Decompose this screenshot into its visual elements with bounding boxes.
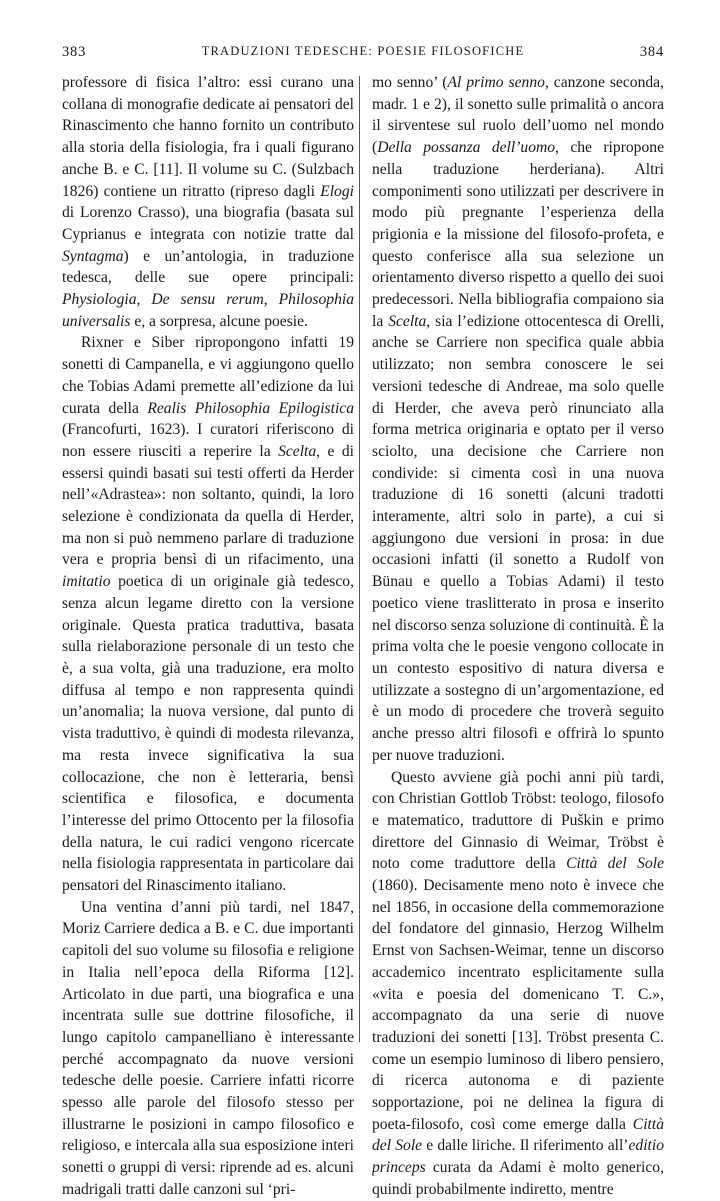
paragraph: professore di fisica l’altro: essi curano una collana di monografie dedicate ai pensatori del Rinascimento che hanno fornito un contributo alla storia della fisiologia, fra i quali figurano anche B. e C. [11]. Il volume su C. (Sulzbach 1826) contiene un ritratto (ripreso dagli Elogi di Lorenzo Crasso), una biografia (basata sul Cyprianus e integrata con notizie tratte dal Syntagma) e un’antologia, in traduzione tedesca, delle sue opere principali: Physiologia, De sensu rerum, Philosophia universalis e, a sorpresa, alcune poesie.	[62, 74, 354, 330]
running-title: TRADUZIONI TEDESCHE: POESIE FILOSOFICHE	[201, 44, 525, 58]
left-column	[62, 72, 354, 1201]
right-column	[372, 72, 664, 1201]
paragraph: Questo avviene già pochi anni più tardi, con Christian Gottlob Tröbst: teologo, filosofo e matematico, traduttore di Puškin e primo direttore del Ginnasio di Weimar, Tröbst è noto come traduttore della Città del Sole (1860). Decisamente meno noto è invece che nel 1856, in occasione della commemorazione del fondatore del ginnasio, Herzog Wilhelm Ernst von Sachsen-Weimar, tenne un discorso accademico incentrato esplicitamente sulla «vita e poesia del domenicano T. C.», accompagnato da una serie di nuove traduzioni dei sonetti [13]. Tröbst presenta C. come un esempio luminoso di libero pensiero, di ricerca autonoma e di paziente sopportazione, poi ne delinea la figura di poeta-filosofo, così come emerge dalla Città del Sole e dalle liriche. Il riferimento all’editio princeps curata da Adami è molto generico, quindi probabilmente indiretto, mentre	[372, 768, 664, 1198]
paragraph: Una ventina d’anni più tardi, nel 1847, Moriz Carriere dedica a B. e C. due importanti capitoli del suo volume su filosofia e religione in Italia nell’epoca della Riforma [12]. Articolato in due parti, una biografica e una incentrata sulle sue dottrine filosofiche, il lungo capitolo campanelliano è interessante perché accompagnato da nuove versioni tedesche delle poesie. Carriere infatti ricorre spesso alle parole del filosofo stesso per illustrarne le posizioni in campo filosofico e religioso, e intercala alla sua esposizione interi sonetti o gruppi di versi: riprende ad es. alcuni madrigali tratti dalle canzoni sul ‘pri-	[62, 898, 354, 1198]
page-number-right: 384	[639, 44, 664, 60]
paragraph: Rixner e Siber ripropongono infatti 19 sonetti di Campanella, e vi aggiungono quello che Tobias Adami premette all’edizione da lui curata della Realis Philosophia Epilogistica (Francofurti, 1623). I curatori riferiscono di non essere riusciti a reperire la Scelta, e di essersi quindi basati sui testi offerti da Herder nell’«Adrastea»: non soltanto, quindi, la loro selezione è condizionata da quella di Herder, ma non si può nemmeno parlare di traduzione vera e propria bensì di un rifacimento, una imitatio poetica di un originale già tedesco, senza alcun legame diretto con la versione originale. Questa pratica traduttiva, basata sulla rielaborazione personale di un testo che è, a sua volta, già una traduzione, era molto diffusa al tempo e non rappresenta quindi un’anomalia; la nuova versione, dal punto di vista traduttivo, è quindi di modesta rilevanza, ma resta invece significativa la sua collocazione, che non è letteraria, bensì scientifica e filosofica, e documenta l’interesse del primo Ottocento per la filosofia della natura, le cui radici vengono ricercate nella fisiologia rappresentata in particolare dai pensatori del Rinascimento italiano.	[62, 334, 354, 895]
page-number-left: 383	[62, 44, 87, 60]
running-header	[62, 44, 664, 64]
column-divider	[359, 76, 360, 1042]
paragraph: mo senno’ (Al primo senno, canzone seconda, madr. 1 e 2), il sonetto sulle primalità o ancora il sirventese sul ruolo dell’uomo nel mondo (Della possanza dell’uomo, che ripropone nella traduzione herderiana). Altri componimenti sono utilizzati per descrivere in modo più pregnante l’esperienza della prigionia e la missione del filosofo-profeta, e questo conferisce alla sua selezione un orientamento diverso rispetto a quello dei suoi predecessori. Nella bibliografia compaiono sia la Scelta, sia l’edizione ottocentesca di Orelli, anche se Carriere non specifica quale abbia utilizzato; non sembra conoscere le sei versioni tedesche di Andreae, ma solo quelle di Herder, che aveva però rinunciato alla forma metrica originaria e optato per il verso sciolto, una decisione che Carriere non condivide: si cimenta così in una nuova traduzione di 16 sonetti (alcuni tradotti interamente, altri solo in parte), a cui si aggiungono due versioni in prosa: in due occasioni infatti (il sonetto a Rudolf von Bünau e quello a Tobias Adami) il testo poetico viene traslitterato in prosa e inserito nel discorso senza soluzione di continuità. È la prima volta che le poesie vengono collocate in un contesto espositivo di natura diversa e utilizzate a sostegno di un’argomentazione, ed è un modo di procedere che troverà seguito anche presso altri filosofi e offrirà lo spunto per nuove traduzioni.	[372, 74, 664, 764]
